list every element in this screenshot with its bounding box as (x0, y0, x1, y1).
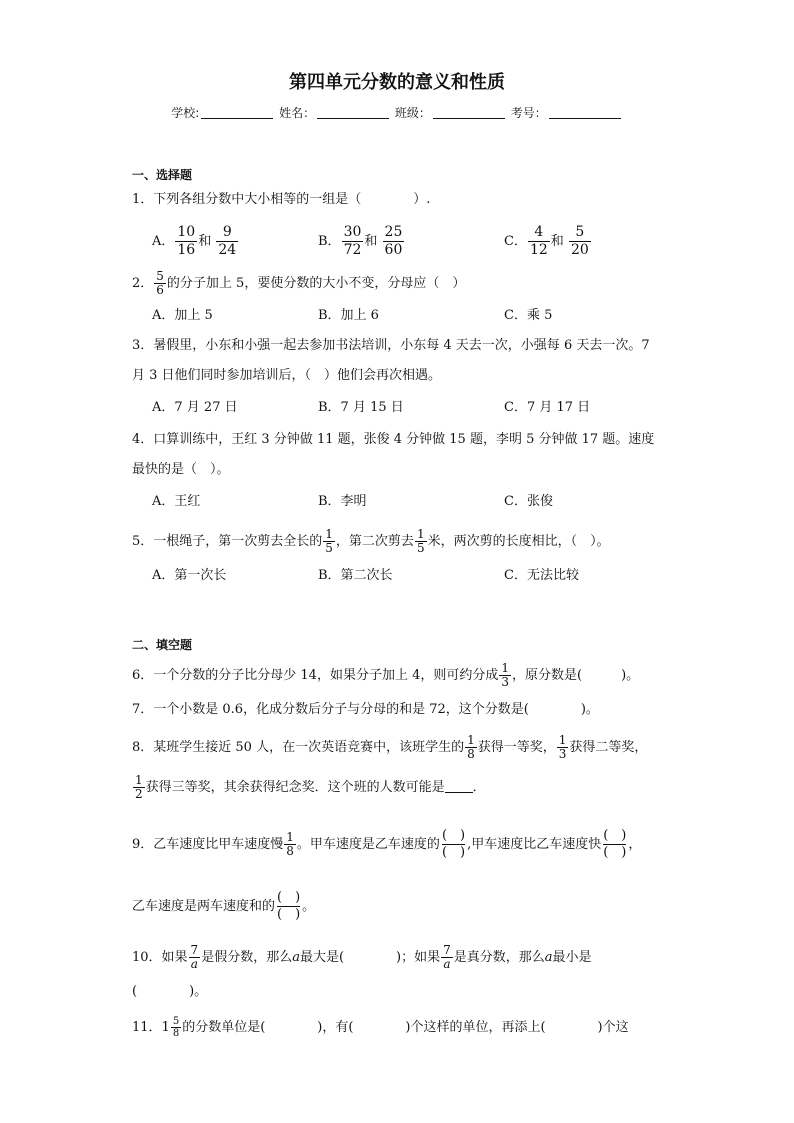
answer-fraction-blank[interactable] (603, 828, 626, 861)
question-text: 是真分数，那么 (453, 950, 545, 965)
question-5-option-c[interactable]: C．无法比较 (504, 568, 579, 583)
question-2-option-b[interactable]: B．加上 6 (318, 308, 379, 323)
numerator: 1 (325, 527, 333, 541)
question-3-line-2: 月 3 日他们同时参加培训后，（ ）他们会再次相遇。 (132, 368, 442, 383)
denominator: 3 (501, 675, 509, 689)
numerator-blank[interactable]: ( ) (277, 890, 301, 905)
question-1-option-a[interactable] (152, 224, 239, 259)
question-text: 10．如果 (132, 950, 188, 965)
question-text: 8．某班学生接近 50 人，在一次英语竞赛中，该班学生的 (132, 740, 465, 755)
fraction (441, 944, 453, 971)
question-5-option-b[interactable]: B．第二次长 (318, 568, 393, 583)
denominator: 24 (218, 242, 237, 258)
denominator: 8 (467, 747, 475, 761)
question-8-line-1 (132, 734, 647, 761)
numerator: 5 (156, 269, 164, 283)
question-5-option-a[interactable]: A．第一次长 (152, 568, 227, 583)
section-heading-fill: 二、填空题 (132, 638, 193, 652)
page-title: 第四单元分数的意义和性质 (289, 72, 505, 93)
denominator: 16 (177, 242, 196, 258)
question-10-line-1 (132, 944, 592, 971)
denominator: a (190, 957, 198, 971)
denominator-blank[interactable]: ( ) (441, 845, 466, 860)
numerator: 1 (501, 661, 509, 675)
denominator: 8 (172, 1028, 180, 1039)
question-text: 的分数单位是( )，有( )个这样的单位，再添上( )个这 (182, 1020, 629, 1035)
denominator: 2 (135, 787, 143, 801)
question-1-stem: 1．下列各组分数中大小相等的一组是（ ）. (132, 192, 431, 207)
question-3-option-b[interactable]: B．7 月 15 日 (318, 400, 404, 415)
whole-part: 1 (161, 1019, 170, 1035)
question-text: 米，两次剪的长度相比，（ ）。 (427, 534, 610, 549)
fraction (171, 1016, 181, 1039)
denominator-blank[interactable]: ( ) (277, 907, 301, 922)
question-text: 获得三等奖，其余获得纪念奖．这个班的人数可能是 (145, 780, 445, 795)
numerator: 7 (190, 943, 199, 957)
exam-no-label: 考号： (510, 106, 547, 120)
question-9-line-1 (132, 828, 641, 861)
question-text: 是假分数，那么 (201, 950, 293, 965)
numerator: 30 (343, 224, 362, 240)
denominator: 5 (416, 541, 425, 555)
student-info-row (0, 104, 794, 121)
fraction (154, 270, 166, 297)
numerator: 1 (286, 830, 294, 844)
fraction (323, 528, 335, 555)
question-text: 最小是 (552, 950, 592, 965)
fraction (284, 831, 296, 858)
denominator: 72 (343, 242, 362, 258)
option-label: B． (318, 234, 341, 249)
question-2-stem (132, 270, 465, 297)
numerator: 1 (558, 733, 567, 747)
answer-blank[interactable] (445, 780, 473, 793)
fraction (342, 224, 364, 259)
variable: a (544, 950, 553, 965)
question-3-line-1: 3．暑假里，小东和小强一起去参加书法培训，小东每 4 天去一次，小强每 6 天去一次。7 (132, 338, 650, 353)
fraction (415, 528, 427, 555)
class-label: 班级： (394, 106, 431, 120)
question-4-option-c[interactable]: C．张俊 (504, 494, 553, 509)
variable: a (292, 950, 300, 965)
question-1-option-b[interactable] (318, 224, 405, 259)
numerator-blank[interactable]: ( ) (441, 828, 466, 843)
question-text: ． (472, 780, 486, 795)
question-7-stem: 7．一个小数是 0.6，化成分数后分子与分母的和是 72，这个分数是( )。 (132, 702, 599, 717)
fraction (216, 224, 238, 259)
question-11-stem (132, 1016, 629, 1039)
question-text: 。甲车速度是乙车速度的 (296, 837, 440, 852)
question-number: 2． (132, 276, 154, 291)
fraction (499, 662, 511, 689)
answer-fraction-blank[interactable] (277, 890, 300, 923)
question-6-stem (132, 662, 639, 689)
conjunction: 和 (550, 234, 564, 249)
question-text: 获得一等奖， (477, 740, 556, 755)
option-label: A． (152, 234, 175, 249)
question-3-option-c[interactable]: C．7 月 17 日 (504, 400, 591, 415)
name-blank[interactable] (317, 106, 389, 119)
answer-fraction-blank[interactable] (442, 828, 465, 861)
fraction (557, 734, 569, 761)
question-4-line-1: 4．口算训练中，王红 3 分钟做 11 题，张俊 4 分钟做 15 题，李明 5 分钟做 17 题。速度 (132, 432, 655, 447)
question-2-option-a[interactable]: A．加上 5 (152, 308, 213, 323)
denominator: a (443, 957, 451, 971)
numerator: 10 (177, 224, 196, 240)
denominator: 8 (286, 844, 294, 858)
question-4-line-2: 最快的是（ ）。 (132, 462, 230, 477)
question-3-option-a[interactable]: A．7 月 27 日 (152, 400, 238, 415)
question-text: 。 (302, 899, 316, 914)
fraction (569, 224, 591, 259)
question-text: 9．乙车速度比甲车速度慢 (132, 837, 284, 852)
question-1-option-c[interactable] (504, 224, 592, 259)
conjunction: 和 (364, 234, 378, 249)
numerator-blank[interactable]: ( ) (603, 828, 627, 843)
question-text: 乙车速度是两车速度和的 (132, 899, 276, 914)
fraction (189, 944, 201, 971)
question-8-line-2 (132, 774, 486, 801)
school-blank[interactable] (201, 106, 273, 119)
denominator: 5 (325, 541, 333, 555)
question-text: 6．一个分数的分子比分母少 14，如果分子加上 4，则可约分成 (132, 668, 499, 683)
question-text: ,甲车速度比乙车速度快 (467, 837, 602, 852)
numerator: 1 (416, 527, 425, 541)
question-text: 的分子加上 5，要使分数的大小不变，分母应（ ） (166, 276, 466, 291)
denominator: 6 (156, 283, 164, 297)
question-10-line-2: ( )。 (132, 984, 208, 999)
numerator: 1 (135, 773, 143, 787)
question-4-option-b[interactable]: B．李明 (318, 494, 367, 509)
numerator: 9 (222, 224, 232, 240)
question-text: ，第二次剪去 (335, 534, 414, 549)
denominator: 3 (558, 747, 567, 761)
option-label: C． (504, 234, 527, 249)
question-text: 获得二等奖， (569, 740, 648, 755)
question-4-option-a[interactable]: A．王红 (152, 494, 201, 509)
name-label: 姓名： (279, 106, 316, 120)
fraction (465, 734, 477, 761)
numerator: 5 (172, 1016, 180, 1027)
exam-no-blank[interactable] (549, 106, 621, 119)
class-blank[interactable] (433, 106, 505, 119)
section-heading-choice: 一、选择题 (132, 168, 193, 182)
question-5-stem (132, 528, 610, 555)
numerator: 4 (534, 224, 544, 240)
question-text: 最大是( )；如果 (299, 950, 441, 965)
denominator: 20 (570, 242, 589, 258)
question-text: ， (628, 837, 642, 852)
question-text: ，原分数是( )。 (512, 668, 640, 683)
numerator: 1 (467, 733, 475, 747)
numerator: 5 (575, 224, 585, 240)
mixed-number (162, 1016, 183, 1039)
question-text: 5．一根绳子，第一次剪去全长的 (132, 534, 323, 549)
fraction (175, 224, 197, 259)
denominator: 60 (384, 242, 403, 258)
denominator: 12 (529, 242, 548, 258)
fraction (133, 774, 145, 801)
denominator-blank[interactable]: ( ) (603, 845, 627, 860)
numerator: 7 (443, 943, 451, 957)
numerator: 25 (384, 224, 403, 240)
school-label: 学校: (171, 106, 200, 120)
question-text: 11． (132, 1020, 162, 1035)
conjunction: 和 (198, 234, 212, 249)
fraction (528, 224, 550, 259)
question-9-line-2 (132, 890, 315, 923)
question-2-option-c[interactable]: C．乘 5 (504, 308, 553, 323)
fraction (383, 224, 405, 259)
